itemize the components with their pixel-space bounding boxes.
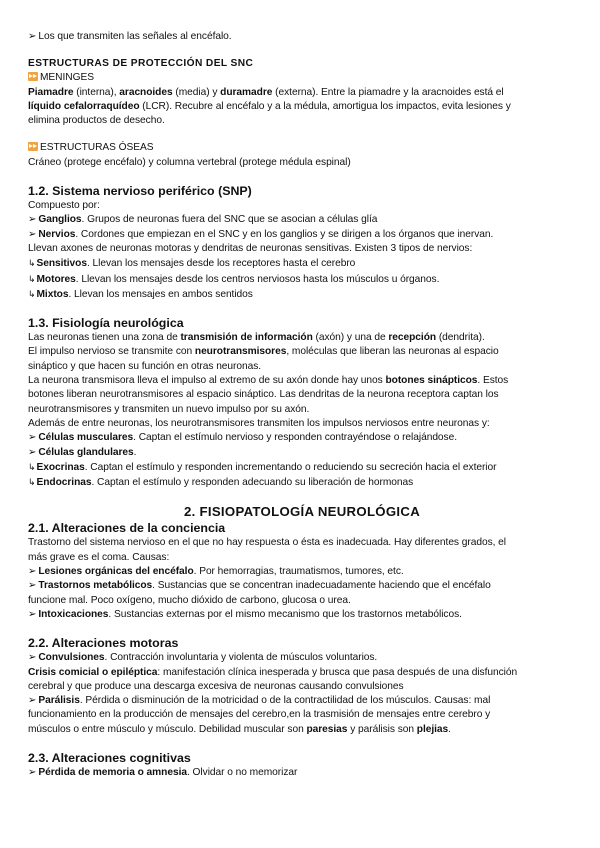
fisio-line-7: Además de entre neuronas, los neurotransmisores transmiten los impulsos nerviosos entre neuronas y: <box>28 417 490 429</box>
fisiopatologia-heading: 2. FISIOPATOLOGÍA NEUROLÓGICA <box>183 504 421 520</box>
arrow-bullet-icon: ➢ <box>28 608 37 620</box>
crisis-line-2: cerebral y que produce una descarga excesiva de neuronas causando convulsiones <box>28 680 404 692</box>
fisio-line-5: botones liberan neurotransmisores al espacio sináptico. Las dendritas de la neurona receptora captan los <box>28 389 499 401</box>
trastornos-text-2: funcione mal. Poco oxígeno, mucho dióxido de carbono, glucosa o urea. <box>28 594 351 606</box>
list-item-paralisis: ➢ Parálisis. Pérdida o disminución de la motricidad o de la contractilidad de los músculos. Causas: mal <box>28 695 491 707</box>
fisio-line-6: neurotransmisores y transmiten un nuevo impulso por su axón. <box>28 403 310 415</box>
list-item-convulsiones: ➢ Convulsiones. Contracción involuntaria y violenta de músculos voluntarios. <box>28 652 378 664</box>
cognitivas-heading: 2.3. Alteraciones cognitivas <box>28 750 191 765</box>
list-item-trastornos: ➢ Trastornos metabólicos. Sustancias que se concentran inadecuadamente haciendo que el encéfalo <box>28 580 491 592</box>
arrow-bullet-icon: ➢ <box>28 214 37 226</box>
arrow-bullet-icon: ➢ <box>28 228 37 240</box>
fisio-line-3: sináptico y que hacen su función en otras neuronas. <box>28 360 262 372</box>
crisis-line-1: Crisis comicial o epiléptica: manifestación clínica inesperada y brusca que pasa después de una disfunción <box>28 666 518 678</box>
paralisis-line-3: músculos o entre músculo y músculo. Debilidad muscular son paresias y parálisis son plejias. <box>28 723 451 735</box>
arrow-bullet-icon: ➢ <box>28 652 37 664</box>
snc-heading: ESTRUCTURAS DE PROTECCIÓN DEL SNC <box>28 58 254 70</box>
sub-arrow-icon: ↳ <box>28 461 36 472</box>
intro-line: ➢ Los que transmiten las señales al encéfalo. <box>28 31 232 42</box>
fisio-line-2: El impulso nervioso se transmite con neurotransmisores, moléculas que liberan las neuronas al espacio <box>28 346 499 358</box>
meninges-text-3: elimina productos de desecho. <box>28 115 165 127</box>
list-item-sensitivos: ↳Sensitivos. Llevan los mensajes desde los receptores hasta el cerebro <box>28 258 356 270</box>
arrow-bullet-icon: ➢ <box>28 31 37 42</box>
arrow-bullet-icon: ➢ <box>28 580 37 592</box>
list-item-mixtos: ↳Mixtos. Llevan los mensajes en ambos sentidos <box>28 288 253 300</box>
fisio-line-1: Las neuronas tienen una zona de transmisión de información (axón) y una de recepción (dendrita). <box>28 332 485 344</box>
list-item-amnesia: ➢ Pérdida de memoria o amnesia. Olvidar o no memorizar <box>28 766 298 778</box>
sub-arrow-icon: ↳ <box>28 258 36 269</box>
fast-forward-icon <box>28 72 38 81</box>
oseas-heading: ESTRUCTURAS ÓSEAS <box>28 141 576 155</box>
fast-forward-icon <box>28 142 38 151</box>
arrow-bullet-icon: ➢ <box>28 446 37 458</box>
conciencia-heading: 2.1. Alteraciones de la conciencia <box>28 521 226 536</box>
snp-heading: 1.2. Sistema nervioso periférico (SNP) <box>28 184 252 199</box>
paralisis-line-2: funcionamiento en la producción de mensajes del cerebro,en la trasmisión de mensajes entre cerebro y <box>28 709 491 721</box>
list-item-lesiones: ➢ Lesiones orgánicas del encéfalo. Por hemorragias, traumatismos, tumores, etc. <box>28 566 404 578</box>
meninges-text-2: líquido cefalorraquídeo (LCR). Recubre al encéfalo y a la médula, amortigua los impactos, evita lesiones y <box>28 100 511 112</box>
fisio-heading: 1.3. Fisiología neurológica <box>28 316 184 331</box>
list-item-exocrinas: ↳Exocrinas. Captan el estímulo y responden incrementando o reduciendo su secreción hacia el exterior <box>28 461 497 473</box>
meninges-heading: MENINGES <box>28 71 576 85</box>
list-item-nervios: ➢ Nervios. Cordones que empiezan en el SNC y en los ganglios y se dirigen a los órganos que inervan. <box>28 228 494 240</box>
arrow-bullet-icon: ➢ <box>28 766 37 778</box>
list-item-motores: ↳Motores. Llevan los mensajes desde los centros nerviosos hasta los músculos u órganos. <box>28 273 440 285</box>
snp-intro: Compuesto por: <box>28 200 100 212</box>
meninges-text: Piamadre (interna), aracnoides (media) y duramadre (externa). Entre la piamadre y la aracnoides está el <box>28 86 504 98</box>
conciencia-line-2: más grave es el coma. Causas: <box>28 551 170 563</box>
sub-arrow-icon: ↳ <box>28 477 36 488</box>
list-item-endocrinas: ↳Endocrinas. Captan el estímulo y responden adecuando su liberación de hormonas <box>28 477 414 489</box>
sub-arrow-icon: ↳ <box>28 288 36 299</box>
list-item-celulas-musculares: ➢ Células musculares. Captan el estímulo nervioso y responden contrayéndose o relajándose. <box>28 432 457 444</box>
conciencia-line-1: Trastorno del sistema nervioso en el que no hay respuesta o ésta es inadecuada. Hay diferentes grados, el <box>28 537 507 549</box>
sub-arrow-icon: ↳ <box>28 273 36 284</box>
list-item-celulas-glandulares: ➢ Células glandulares. <box>28 446 137 458</box>
nervios-text-2: Llevan axones de neuronas motoras y dendritas de neuronas sensitivas. Existen 3 tipos de nervios: <box>28 242 473 254</box>
list-item-ganglios: ➢ Ganglios. Grupos de neuronas fuera del SNC que se asocian a células glía <box>28 214 378 226</box>
fisio-line-4: La neurona transmisora lleva el impulso al extremo de su axón donde hay unos botones sinápticos. Estos <box>28 375 509 387</box>
oseas-text: Cráneo (protege encéfalo) y columna vertebral (protege médula espinal) <box>28 156 351 168</box>
arrow-bullet-icon: ➢ <box>28 566 37 578</box>
list-item-intoxicaciones: ➢ Intoxicaciones. Sustancias externas por el mismo mecanismo que los trastornos metabólicos. <box>28 608 462 620</box>
arrow-bullet-icon: ➢ <box>28 432 37 444</box>
motoras-heading: 2.2. Alteraciones motoras <box>28 636 179 651</box>
document-page <box>28 30 576 780</box>
arrow-bullet-icon: ➢ <box>28 695 37 707</box>
